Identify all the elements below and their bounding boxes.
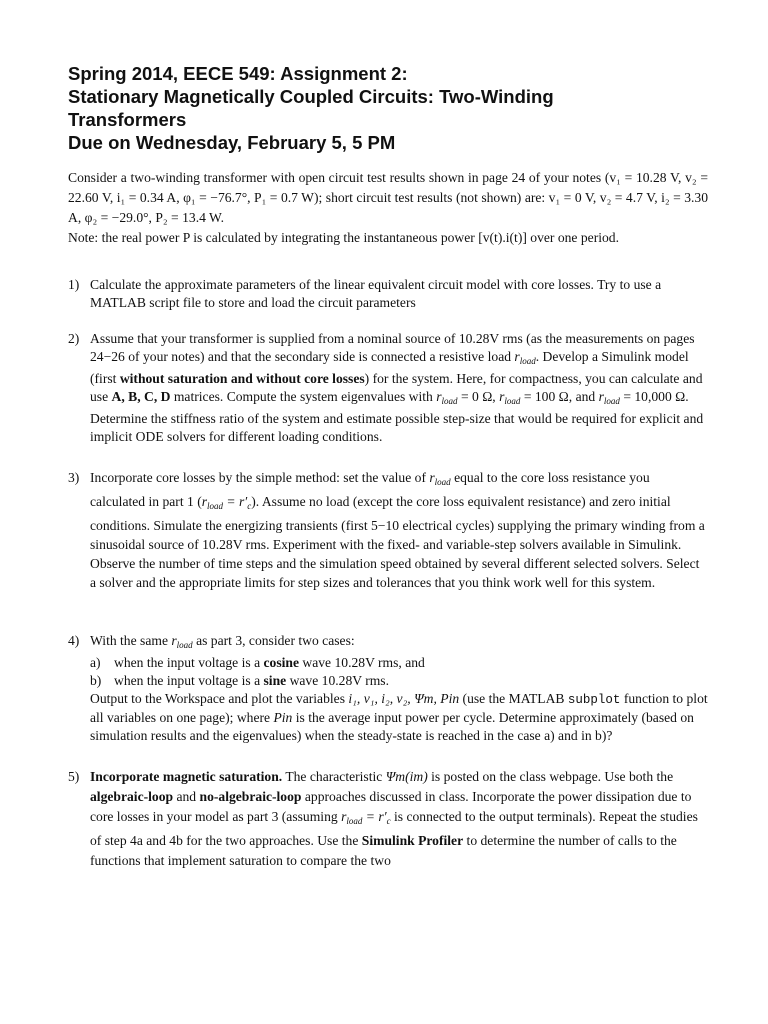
r-load-equation: $r_{load} = r'_c$	[201, 494, 252, 511]
r-load-symbol: $r_{load}$	[514, 349, 536, 366]
task-text: is posted on the class webpage. Use both the	[427, 769, 674, 784]
short-circuit-values: are: v₁ = 0 V, v₂ = 4.7 V, i₂ = 3.30 A, φ₂ = −29.0°, P₂ = 13.4 W.	[68, 190, 708, 225]
task-list	[68, 276, 708, 871]
open-circuit-values: (v₁ = 10.28 V, v₂ = 22.60 V, i₁ = 0.34 A, φ₁ = −76.7°, P₁ = 0.7 W); short circuit test results (not shown)	[68, 170, 708, 205]
task-2	[68, 330, 708, 446]
task-text: and	[173, 789, 200, 804]
emphasis: Incorporate magnetic saturation.	[90, 769, 283, 784]
task-text: Calculate the approximate parameters of the linear equivalent circuit model with core losses. Try to use a MATLAB script file to store and load the circuit parameters	[90, 277, 662, 310]
task-text: approaches discussed in class. Incorporate the power dissipation due to core losses in your model as part 3 (assuming	[90, 789, 692, 824]
task-1	[68, 276, 708, 312]
intro-paragraph	[68, 168, 708, 228]
task-text: is the average input power per cycle. Determine approximately (based on simulation results and the eigenvalues) when the steady-state is reached in the case a) and in b)?	[90, 710, 694, 743]
task-text: as part 3, consider two cases:	[192, 633, 355, 648]
case-a: a) when the input voltage is a cosine wave 10.28V rms, and	[90, 655, 425, 670]
emphasis: without saturation and without core losses	[119, 371, 365, 386]
task-number: 4)	[68, 633, 80, 648]
task-text: function to plot all variables on one page); where	[90, 691, 708, 725]
task-text: ). Assume no load (except the core loss equivalent resistance) and zero initial conditions. Simulate the energizing transients (first 5−10 electrical cycles) supplying the primary winding from a sinusoidal source of 10.28V rms. Experiment with the fixed- and variable-step solvers available in Simulink. Observe the number of time steps and the simulation speed obtained by several different selected solvers. Select a solver and the appropriate limits for step sizes and tolerances that you think work well for this system.	[90, 494, 705, 590]
task-text: The characteristic	[282, 769, 386, 784]
task-text: With the same	[90, 633, 172, 648]
task-text: = 0 Ω,	[457, 389, 500, 404]
task-text: ) for the system. Here, for compactness, you can calculate and use	[90, 371, 703, 404]
case-b: b) when the input voltage is a sine wave 10.28V rms.	[90, 673, 389, 688]
task-4	[68, 632, 708, 745]
task-5	[68, 767, 708, 871]
p-in-symbol: Pin	[273, 710, 293, 725]
matrices-label: A, B, C, D	[111, 389, 171, 404]
case-label: b)	[90, 673, 102, 688]
assignment-page	[68, 62, 708, 871]
emphasis: algebraic-loop	[90, 789, 174, 804]
task-text: Incorporate core losses by the simple method: set the value of	[90, 470, 430, 485]
task-text: = 100 Ω, and	[520, 389, 599, 404]
r-load-symbol: $r_{load}$	[499, 389, 521, 406]
task-text: matrices. Compute the system eigenvalues with	[170, 389, 437, 404]
case-label: a)	[90, 655, 101, 670]
r-load-symbol: $r_{load}$	[429, 470, 451, 487]
intro-text: Consider a two-winding transformer with open circuit test results shown in page 24 of your notes	[68, 170, 602, 185]
task-text: Output to the Workspace and plot the variables	[90, 691, 349, 706]
r-load-equation: $r_{load} = r'_c$	[341, 809, 391, 826]
r-load-symbol: $r_{load}$	[598, 389, 620, 406]
task-text: Assume that your transformer is supplied from a nominal source of 10.28V rms (as the measurements on pages 24−26 of your notes) and that the secondary side is connected a resistive load	[90, 331, 695, 364]
task-text: equal to the core loss resistance you calculated in part 1 (	[90, 470, 650, 509]
r-load-symbol: $r_{load}$	[171, 633, 193, 650]
task-text: is connected to the output terminals). Repeat the studies of step 4a and 4b for the two approaches. Use the	[90, 809, 698, 848]
task-number: 1)	[68, 277, 80, 292]
emphasis: no-algebraic-loop	[199, 789, 302, 804]
psi-characteristic: Ψm(im)	[385, 769, 428, 784]
task-3	[68, 468, 708, 592]
variables-list: i₁, v₁, i₂, v₂, Ψm, Pin	[348, 691, 460, 706]
task-text: . Develop a Simulink model (first	[90, 349, 689, 386]
task-number: 3)	[68, 470, 80, 485]
title-line-2: Stationary Magnetically Coupled Circuits: Two-Winding	[68, 86, 554, 107]
task-text: = 10,000 Ω. Determine the stiffness ratio of the system and estimate possible step-size that would be required for explicit and implicit ODE solvers for different loading conditions.	[90, 389, 704, 444]
title-line-1: Spring 2014, EECE 549: Assignment 2:	[68, 63, 408, 84]
title-line-4: Due on Wednesday, February 5, 5 PM	[68, 132, 396, 153]
task-number: 2)	[68, 331, 80, 346]
task-text: to determine the number of calls to the functions that implement saturation to compare the two	[90, 833, 677, 868]
r-load-symbol: $r_{load}$	[436, 389, 458, 406]
emphasis: Simulink Profiler	[361, 833, 464, 848]
code-subplot: subplot	[567, 693, 621, 707]
case-list	[90, 654, 708, 690]
title-line-3: Transformers	[68, 109, 187, 130]
power-note: Note: the real power P is calculated by integrating the instantaneous power [v(t).i(t)] over one period.	[68, 230, 619, 245]
document-title	[68, 62, 708, 154]
task-text: (use the MATLAB	[459, 691, 568, 706]
task-number: 5)	[68, 769, 80, 784]
